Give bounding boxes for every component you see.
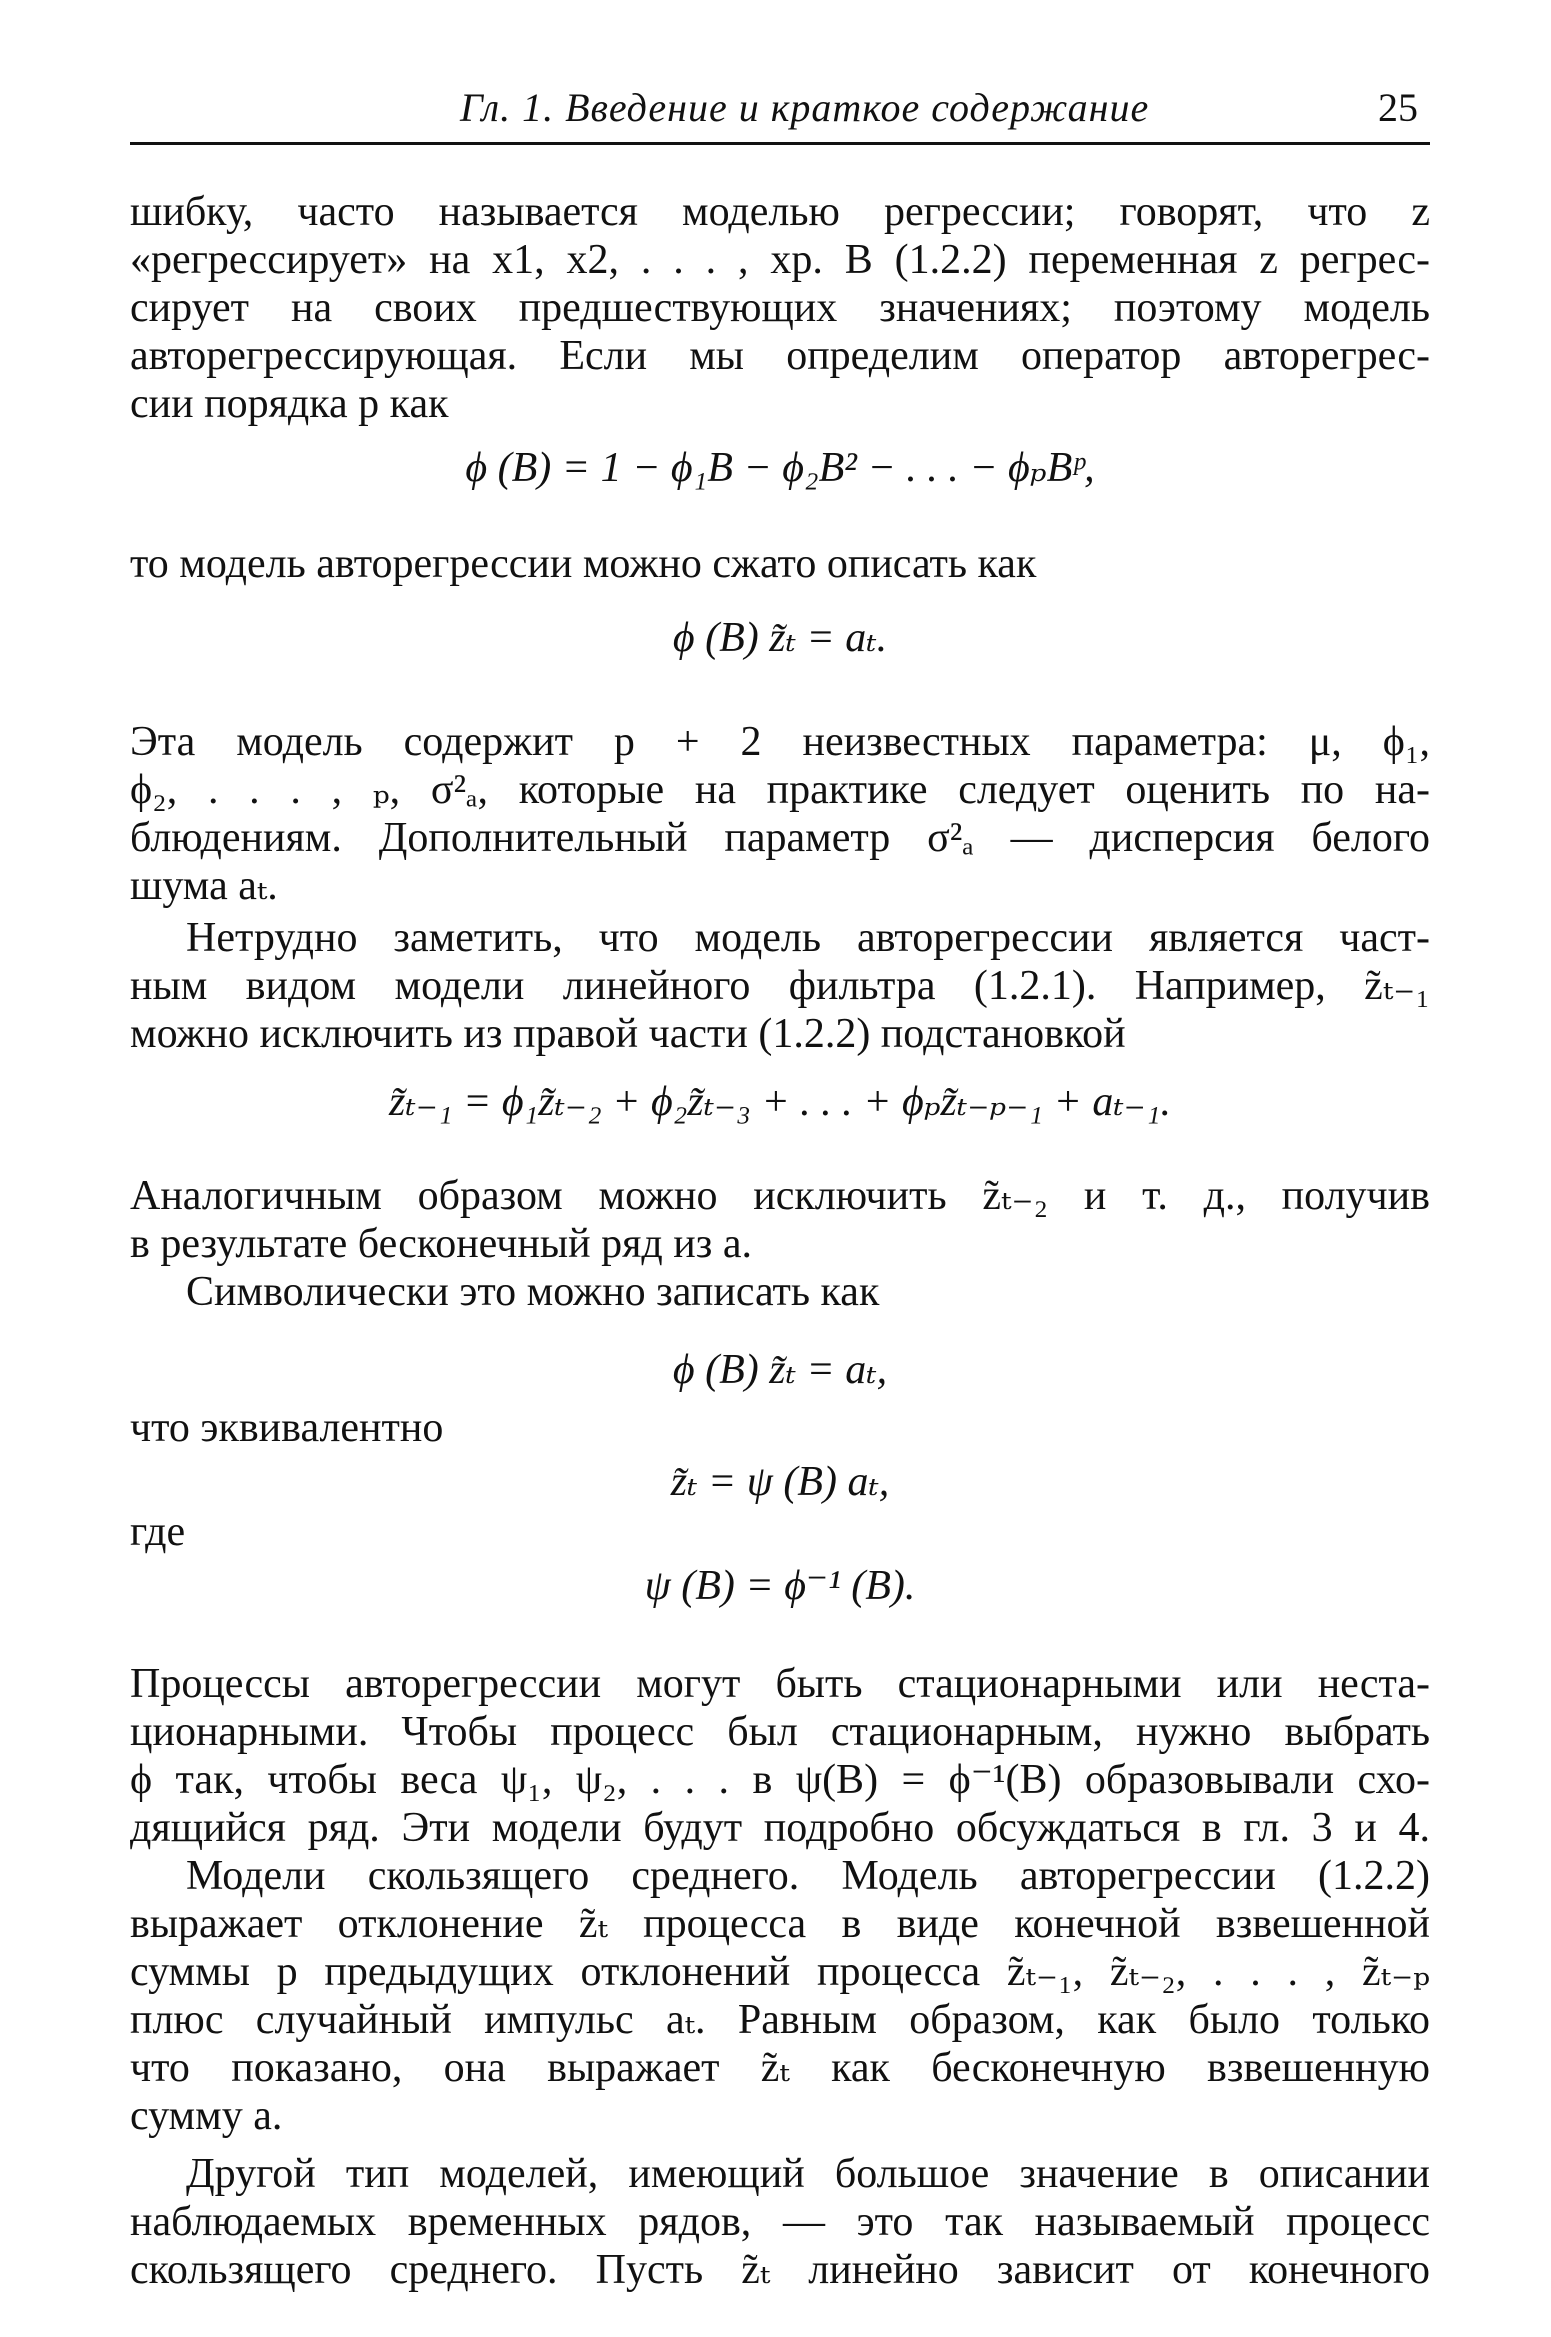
- text-line: Эта модель содержит p + 2 неизвестных параметра: μ, ϕ₁,: [130, 719, 1430, 765]
- formula-psi-inverse: ψ (B) = ϕ⁻¹ (B).: [644, 1563, 916, 1609]
- text-line: шума aₜ.: [130, 863, 278, 909]
- formula-ar-operator: ϕ (B) = 1 − ϕ₁B − ϕ₂B² − . . . − ϕₚBᵖ,: [465, 445, 1095, 491]
- text-line: Символически это можно записать как: [186, 1269, 880, 1315]
- text-line: Другой тип моделей, имеющий большое значение в описании: [186, 2151, 1430, 2197]
- text-line: Модели скользящего среднего. Модель авторегрессии (1.2.2): [186, 1853, 1430, 1899]
- text-line: «регрессирует» на x1, x2, . . . , xp. В (1.2.2) переменная z регрес-: [130, 237, 1430, 283]
- formula-substitution: z̃ₜ₋₁ = ϕ₁z̃ₜ₋₂ + ϕ₂z̃ₜ₋₃ + . . . + ϕₚz̃ₜ₋ₚ₋₁ + aₜ₋₁.: [389, 1079, 1171, 1125]
- text-line: суммы p предыдущих отклонений процесса z̃ₜ₋₁, z̃ₜ₋₂, . . . , z̃ₜ₋ₚ: [130, 1949, 1430, 1995]
- text-line: Процессы авторегрессии могут быть стационарными или неста-: [130, 1661, 1430, 1707]
- formula-symbolic: ϕ (B) z̃ₜ = aₜ,: [672, 1347, 888, 1393]
- text-line: дящийся ряд. Эти модели будут подробно обсуждаться в гл. 3 и 4.: [130, 1805, 1430, 1851]
- text-line: Аналогичным образом можно исключить z̃ₜ₋₂ и т. д., получив: [130, 1173, 1430, 1219]
- page-number: 25: [1378, 85, 1418, 130]
- text-line: в результате бесконечный ряд из a.: [130, 1221, 752, 1267]
- text-line: что эквивалентно: [130, 1405, 444, 1451]
- text-line: ϕ так, чтобы веса ψ₁, ψ₂, . . . в ψ(B) = ϕ⁻¹(B) образовывали схо-: [130, 1757, 1430, 1803]
- text-line: блюдениям. Дополнительный параметр σ²ₐ — дисперсия белого: [130, 815, 1430, 861]
- text-line: что показано, она выражает z̃ₜ как бесконечную взвешенную: [130, 2045, 1430, 2091]
- formula-ar-model: ϕ (B) z̃ₜ = aₜ.: [672, 615, 888, 661]
- text-line: сумму a.: [130, 2093, 283, 2139]
- formula-psi-form: z̃ₜ = ψ (B) aₜ,: [670, 1459, 890, 1505]
- text-line: можно исключить из правой части (1.2.2) подстановкой: [130, 1011, 1126, 1057]
- chapter-title: Гл. 1. Введение и краткое содержание: [460, 85, 1150, 130]
- text-line: сии порядка p как: [130, 381, 449, 427]
- text-line: скользящего среднего. Пусть z̃ₜ линейно зависит от конечного: [130, 2247, 1430, 2293]
- text-line: ным видом модели линейного фильтра (1.2.1). Например, z̃ₜ₋₁: [130, 963, 1430, 1009]
- running-header: [130, 82, 1430, 145]
- text-line: плюс случайный импульс aₜ. Равным образом, как было только: [130, 1997, 1430, 2043]
- text-line: сирует на своих предшествующих значениях; поэтому модель: [130, 285, 1430, 331]
- text-line: ционарными. Чтобы процесс был стационарным, нужно выбрать: [130, 1709, 1430, 1755]
- text-line: наблюдаемых временных рядов, — это так называемый процесс: [130, 2199, 1430, 2245]
- text-line: то модель авторегрессии можно сжато описать как: [130, 541, 1037, 587]
- text-line: где: [130, 1509, 186, 1555]
- text-line: выражает отклонение z̃ₜ процесса в виде конечной взвешенной: [130, 1901, 1430, 1947]
- text-line: Нетрудно заметить, что модель авторегрессии является част-: [186, 915, 1430, 961]
- text-line: шибку, часто называется моделью регрессии; говорят, что z: [130, 189, 1430, 235]
- text-line: авторегрессирующая. Если мы определим оператор авторегрес-: [130, 333, 1430, 379]
- text-line: ϕ₂, . . . , ₚ, σ²ₐ, которые на практике следует оценить по на-: [130, 767, 1430, 813]
